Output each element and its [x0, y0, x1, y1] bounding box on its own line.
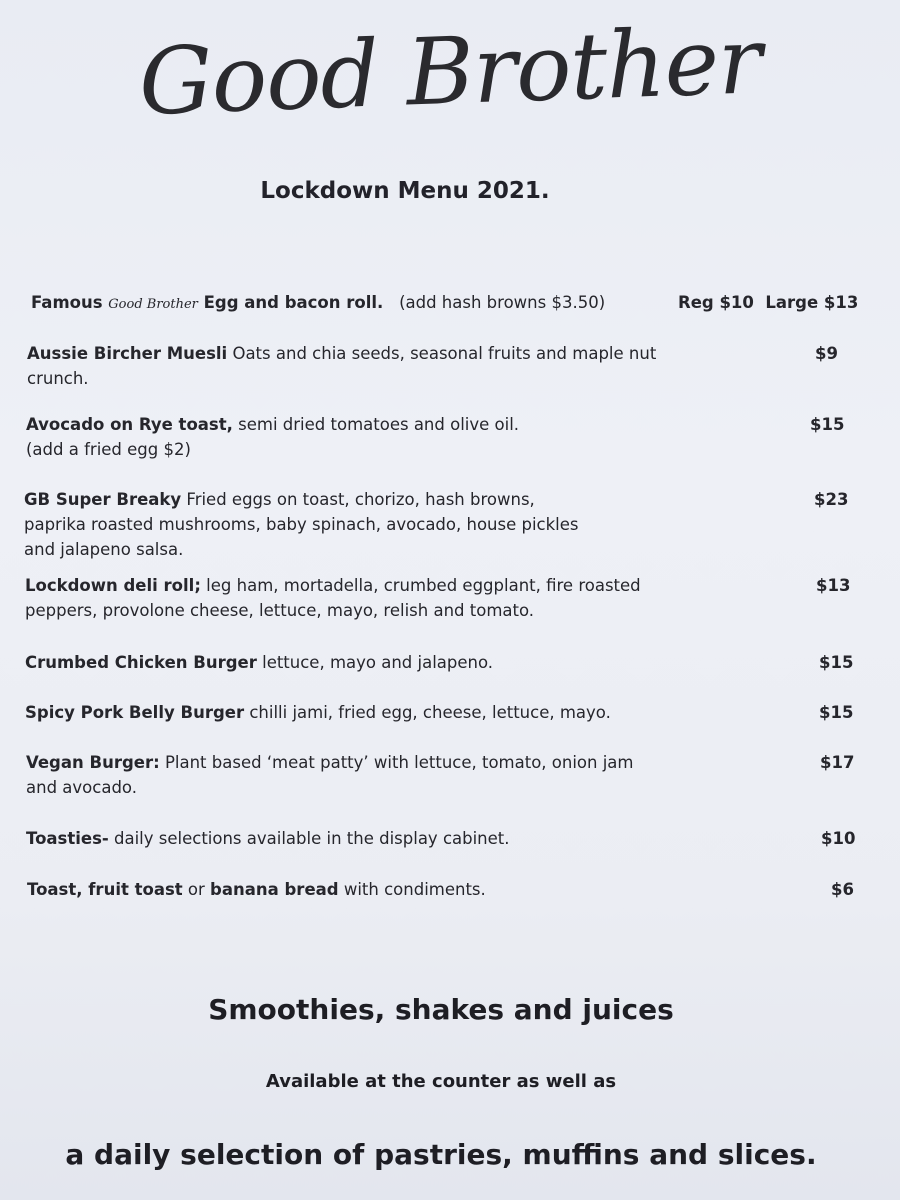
counter-note: Available at the counter as well as: [265, 1071, 617, 1092]
item-description: Fried eggs on toast, chorizo, hash browns, paprika roasted mushrooms, baby spinach, avocado, house pickles and jalapeno salsa.: [24, 490, 579, 559]
item-name: Spicy Pork Belly Burger: [25, 703, 245, 722]
brand-logo: Good Brother: [137, 7, 763, 136]
inline-brand-logo: Good Brother: [108, 297, 198, 312]
item-price: $15: [810, 415, 845, 434]
item-price: $15: [819, 703, 854, 722]
drinks-heading: Smoothies, shakes and juices: [208, 993, 674, 1026]
item-price: $23: [814, 490, 849, 509]
item-price: $15: [819, 653, 854, 672]
item-name-rest: Egg and bacon roll.: [197, 293, 384, 312]
item-name: Lockdown deli roll;: [25, 576, 201, 595]
item-description: (add hash browns $3.50): [399, 293, 606, 312]
item-name: Crumbed Chicken Burger: [25, 653, 257, 672]
item-price: Reg $10 Large $13: [678, 293, 859, 312]
item-description: lettuce, mayo and jalapeno.: [256, 653, 494, 672]
item-name: Vegan Burger:: [26, 753, 160, 772]
menu-subtitle: Lockdown Menu 2021.: [260, 178, 550, 204]
item-price: $10: [821, 829, 856, 848]
pastries-note: a daily selection of pastries, muffins and slices.: [65, 1138, 817, 1171]
item-description: daily selections available in the display cabinet.: [108, 829, 510, 848]
item-description: semi dried tomatoes and olive oil. (add a fried egg $2): [26, 415, 520, 459]
item-price: $13: [816, 576, 851, 595]
item-description: leg ham, mortadella, crumbed eggplant, fire roasted peppers, provolone cheese, lettuce, mayo, relish and tomato.: [25, 576, 641, 620]
item-name-connector: or: [182, 880, 211, 899]
item-name: Famous: [31, 293, 109, 312]
item-name: Avocado on Rye toast,: [26, 415, 233, 434]
item-description: with condiments.: [338, 880, 486, 899]
item-price: $6: [831, 880, 854, 899]
item-description: chilli jami, fried egg, cheese, lettuce, mayo.: [244, 703, 611, 722]
item-name: GB Super Breaky: [24, 490, 182, 509]
item-description: Plant based ‘meat patty’ with lettuce, tomato, onion jam and avocado.: [26, 753, 634, 797]
item-description: Oats and chia seeds, seasonal fruits and maple nut crunch.: [27, 344, 657, 388]
item-name: Aussie Bircher Muesli: [27, 344, 228, 363]
item-price: $9: [815, 344, 838, 363]
item-price: $17: [820, 753, 855, 772]
item-name: Toast, fruit toast: [27, 880, 183, 899]
item-name-2: banana bread: [210, 880, 339, 899]
item-name: Toasties-: [26, 829, 109, 848]
